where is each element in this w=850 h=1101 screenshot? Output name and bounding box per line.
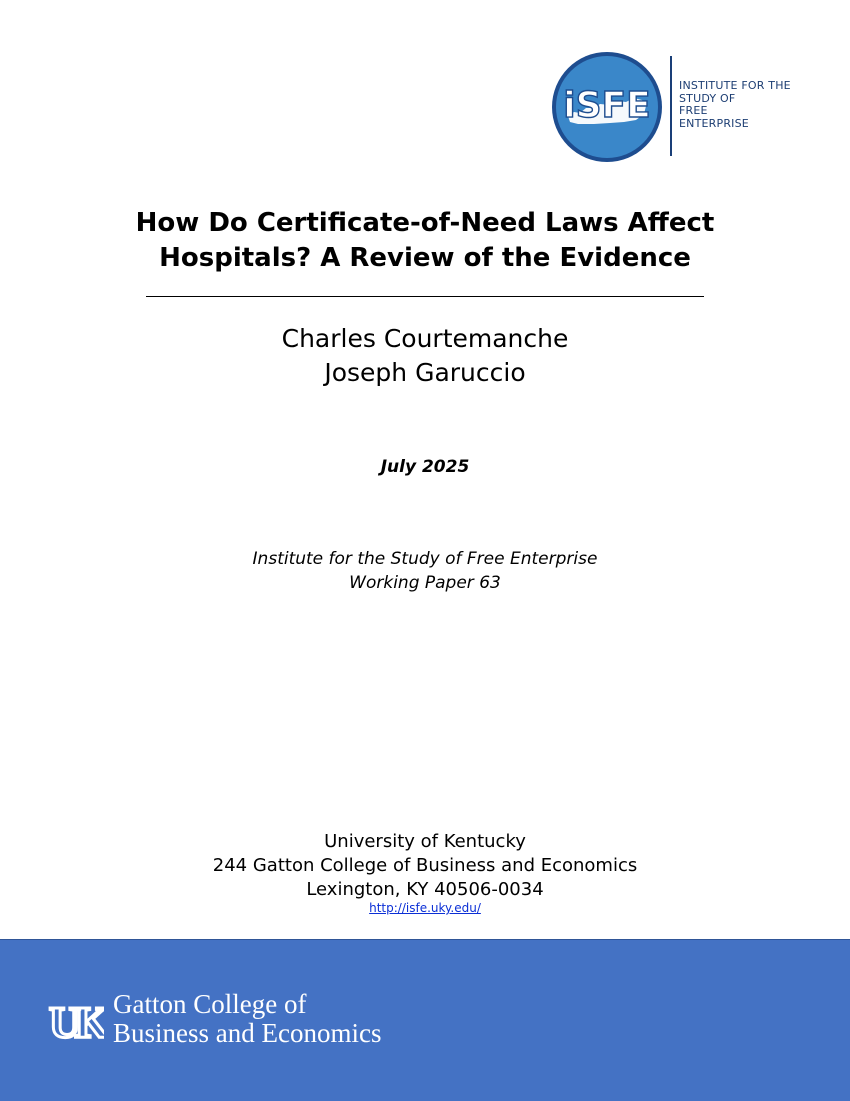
college-name-line-2: Business and Economics [113, 1018, 382, 1048]
logo-divider [670, 56, 672, 156]
authors [0, 322, 850, 390]
college-name [113, 990, 381, 1048]
title-line-2: Hospitals? A Review of the Evidence [159, 243, 691, 273]
address-line-3: Lexington, KY 40506-0034 [306, 879, 544, 900]
series-institute: Institute for the Study of Free Enterprise [252, 549, 598, 569]
author-2: Joseph Garuccio [324, 358, 526, 387]
address-line-1: University of Kentucky [324, 831, 526, 852]
isfe-logo [550, 50, 810, 162]
title-line-1: How Do Certificate-of-Need Laws Affect [135, 208, 715, 238]
paper-series [0, 547, 850, 595]
uk-logo-icon [48, 997, 104, 1043]
logo-line-3: FREE [679, 104, 708, 117]
uk-logo-text: UK [49, 998, 103, 1043]
address [0, 830, 850, 902]
logo-line-1: INSTITUTE FOR THE [679, 79, 791, 92]
website [0, 901, 850, 915]
isfe-logo-abbr: iSFE [563, 85, 651, 126]
logo-line-2: STUDY OF [679, 91, 736, 105]
website-link[interactable]: http://isfe.uky.edu/ [369, 901, 481, 915]
isfe-logo-icon [550, 50, 664, 164]
college-name-line-1: Gatton College of [113, 989, 307, 1019]
series-paper-number: Working Paper 63 [349, 573, 501, 593]
footer-banner [0, 939, 850, 1101]
logo-line-4: ENTERPRISE [679, 116, 749, 130]
address-line-2: 244 Gatton College of Business and Economics [212, 855, 638, 876]
paper-title [0, 206, 850, 276]
publication-date: July 2025 [380, 457, 470, 477]
author-1: Charles Courtemanche [281, 324, 569, 353]
title-divider [146, 296, 704, 297]
logo-text [679, 80, 819, 130]
